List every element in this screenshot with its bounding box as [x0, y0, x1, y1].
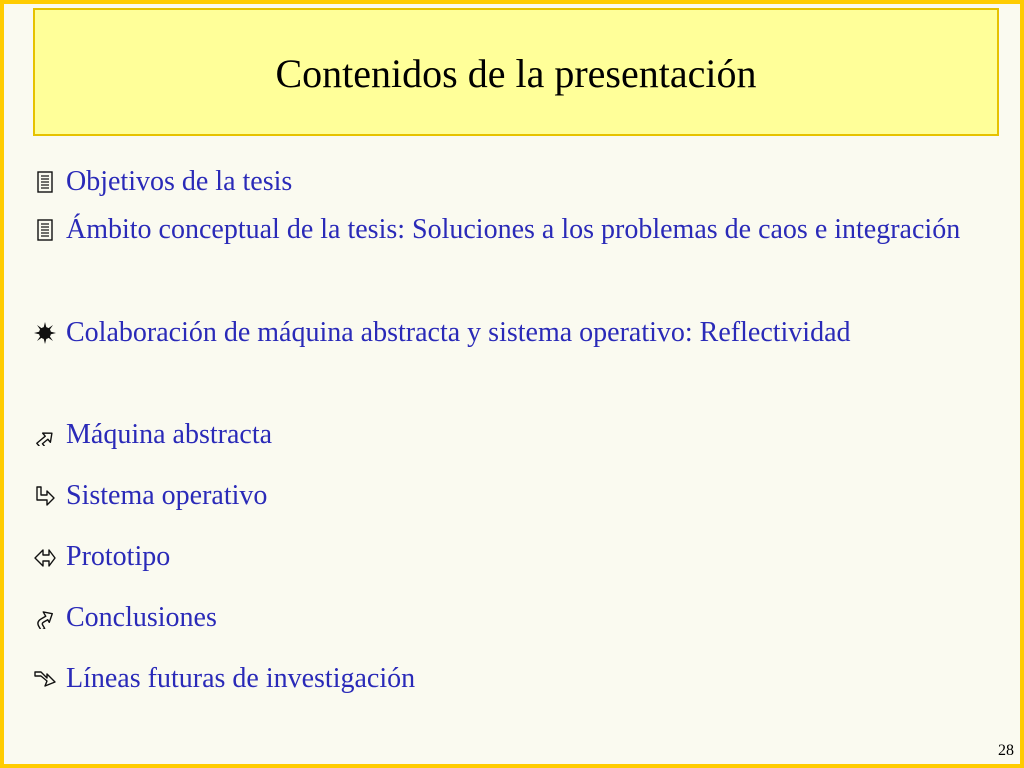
starburst-icon — [30, 313, 60, 353]
slide-title: Contenidos de la presentación — [275, 50, 757, 96]
item-text: Líneas futuras de investigación — [66, 663, 416, 694]
arrow-up-right-icon — [30, 415, 60, 455]
arrow-right-icon — [30, 537, 60, 577]
item-text: Colaboración de máquina abstracta y sistema operativo: Reflectividad — [66, 317, 851, 348]
list-item — [66, 415, 997, 455]
item-text: Conclusiones — [66, 602, 217, 633]
page-number: 28 — [998, 742, 1014, 759]
list-item — [66, 210, 997, 250]
item-text: Objetivos de la tesis — [66, 166, 293, 197]
arrow-right-down-icon — [30, 476, 60, 516]
list-item — [66, 162, 997, 202]
arrow-down-right-icon — [30, 659, 60, 699]
item-text: Máquina abstracta — [66, 419, 273, 450]
list-item — [66, 659, 997, 699]
list-item — [66, 313, 997, 353]
document-icon — [30, 210, 60, 250]
document-icon — [30, 162, 60, 202]
slide — [4, 4, 1020, 764]
content-list — [4, 4, 1020, 764]
list-item — [66, 537, 997, 577]
item-text: Ámbito conceptual de la tesis: Soluciones a los problemas de caos e integración — [66, 214, 961, 245]
arrow-up-right-curved-icon — [30, 598, 60, 638]
item-text: Sistema operativo — [66, 480, 268, 511]
list-item — [66, 598, 997, 638]
list-item — [66, 476, 997, 516]
item-text: Prototipo — [66, 541, 171, 572]
